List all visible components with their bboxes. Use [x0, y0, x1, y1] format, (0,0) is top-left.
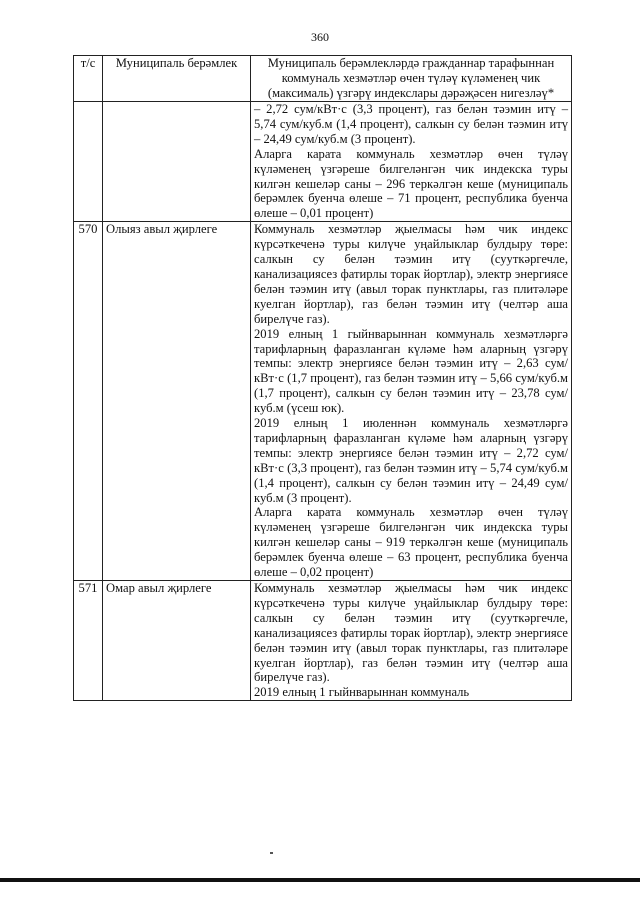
cell-empty-number: [74, 102, 103, 222]
municipal-index-table: [73, 55, 572, 701]
municipality-name: Олыяз авыл җирлеге: [103, 222, 251, 581]
scan-edge-bar: [0, 878, 640, 882]
paragraph: 2019 елның 1 июленнән коммуналь хезмәтләргә тарифларның фаразланган күләме һәм аларның үзгәрү темпы: электр энергиясе белән тәэмин итү – 2,72 сум/кВт·с (3,3 процент), газ белән тәэмин итү – 5,74 сум/куб.м (1,4 процент), салкын су белән тәэмин итү – 24,49 сум/куб.м (3 процент).: [254, 416, 568, 505]
municipality-name: Омар авыл җирлеге: [103, 581, 251, 701]
row-number: 570: [74, 222, 103, 581]
table-row: [74, 222, 572, 581]
row-number: 571: [74, 581, 103, 701]
paragraph: Аларга карата коммуналь хезмәтләр өчен түләү күләменең үзгәреше билгеләнгән чик индекска туры килгән кешеләр саны – 296 теркәлгән кеше (муниципаль берәмлек буенча өлеше – 71 процент, республика буенча өлеше – 0,01 процент): [254, 146, 568, 221]
paragraph: Коммуналь хезмәтләр җыелмасы һәм чик индекс күрсәткеченә туры килүче уңайлыклар булдыру төре: салкын су белән тәэмин итү (сууткәргечле, канализациясез фатирлы торак йортлар), электр энергиясе белән тәэмин итү (авыл торак пунктлары, газ плитәләре куелган йортлар), газ белән тәэмин итү (челтәр аша бирелүче газ).: [254, 222, 568, 326]
paragraph: Коммуналь хезмәтләр җыелмасы һәм чик индекс күрсәткеченә туры килүче уңайлыклар булдыру төре: салкын су белән тәэмин итү (сууткәргечле, канализациясез фатирлы торак йортлар), электр энергиясе белән тәэмин итү (авыл торак пунктлары, газ плитәләре куелган йортлар), газ белән тәэмин итү (челтәр аша бирелүче газ).: [254, 581, 568, 685]
cell-continuation-text: [251, 102, 572, 222]
header-indices: Муниципаль берәмлекләрдә гражданнар тарафыннан коммуналь хезмәтләр өчен түләү күләменең чик (максималь) үзгәрү индекслары дәрәҗәсен нигезләү*: [251, 56, 572, 102]
page-number: 360: [311, 30, 329, 44]
header-municipality: Муниципаль берәмлек: [103, 56, 251, 102]
scan-artifact-dot: [270, 852, 273, 854]
table-row-continuation: [74, 102, 572, 222]
cell-empty-name: [103, 102, 251, 222]
table-header-row: [74, 56, 572, 102]
header-number: т/с: [74, 56, 103, 102]
cell-index-text: [251, 581, 572, 701]
paragraph: 2019 елның 1 гыйнварыннан коммуналь: [254, 685, 470, 700]
paragraph: – 2,72 сум/кВт·с (3,3 процент), газ белән тәэмин итү – 5,74 сум/куб.м (1,4 процент), салкын су белән тәэмин итү – 24,49 сум/куб.м (3 процент).: [254, 102, 568, 146]
cell-index-text: [251, 222, 572, 581]
table-row: [74, 581, 572, 701]
paragraph: 2019 елның 1 гыйнварыннан коммуналь хезмәтләргә тарифларның фаразланган күләме һәм аларның үзгәрү темпы: электр энергиясе белән тәэмин итү – 2,63 сум/кВт·с (1,7 процент), газ белән тәэмин итү – 5,66 сум/куб.м (1,7 процент), салкын су белән тәэмин итү – 23,78 сум/куб.м (үсеш юк).: [254, 326, 568, 416]
paragraph: Аларга карата коммуналь хезмәтләр өчен түләү күләменең үзгәреше билгеләнгән чик индекска туры килгән кешеләр саны – 919 теркәлгән кеше (муниципаль берәмлек буенча өлеше – 63 процент, республика буенча өлеше – 0,02 процент): [254, 505, 568, 580]
